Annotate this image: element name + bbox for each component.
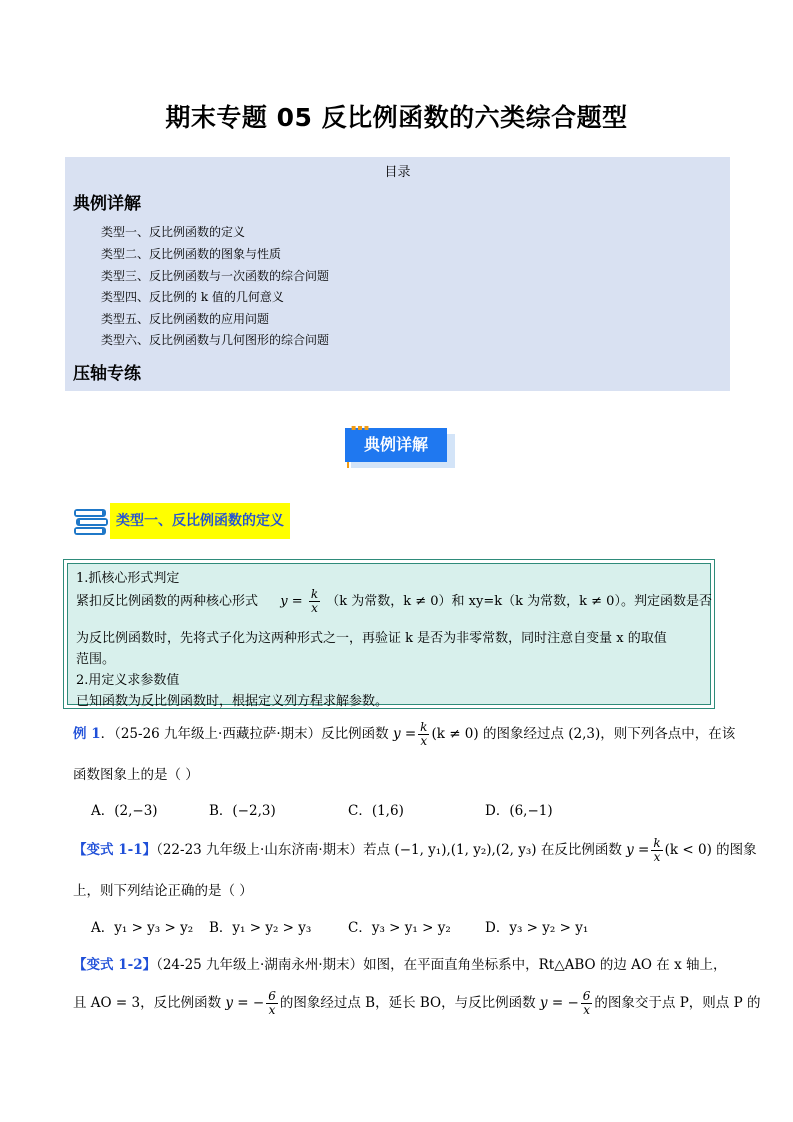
fraction-6-over-x: $\frac{6}{x}$ [268, 989, 276, 1017]
example-1-option-b[interactable]: B．(−2,3) [209, 803, 276, 819]
type1-heading: 类型一、反比例函数的定义 [110, 503, 290, 539]
toc-heading: 目录 [384, 165, 411, 180]
example-1-label: 例 1 [73, 726, 101, 742]
variant-1-2-label: 【变式 1-2】 [73, 957, 157, 973]
example-1-option-a[interactable]: A．(2,−3) [91, 803, 158, 819]
page-title: 期末专题 05 反比例函数的六类综合题型 [165, 103, 628, 132]
toc-item-type5[interactable]: 类型五、反比例函数的应用问题 [101, 312, 270, 326]
variant-1-1-stem-line2: 上，则下列结论正确的是（ ） [73, 883, 253, 899]
toc-section-final[interactable]: 压轴专练 [73, 364, 141, 384]
banner-tick-decoration [347, 462, 349, 468]
example-1-stem: 例 1．（25-26 九年级上·西藏拉萨·期末）反比例函数 y = $\frac{k}{x}$ (k ≠ 0) 的图象经过点 (2,3)，则下列各点中，在该 [73, 720, 736, 748]
variant-1-1-option-c[interactable]: C．y₃ > y₁ > y₂ [348, 920, 451, 936]
fraction-k-over-x: $\frac{k}{x}$ [420, 720, 428, 748]
variant-1-2-stem: 【变式 1-2】（24-25 九年级上·湖南永州·期末）如图，在平面直角坐标系中，Rt△ABO 的边 AO 在 x 轴上， [73, 957, 727, 973]
fn-y-equals: y = [626, 842, 650, 858]
example-1-option-d[interactable]: D．(6,−1) [485, 803, 553, 819]
books-icon [72, 503, 110, 539]
toc-section-examples[interactable]: 典例详解 [73, 194, 141, 214]
toc-item-type6[interactable]: 类型六、反比例函数与几何图形的综合问题 [101, 333, 330, 347]
toc-item-type2[interactable]: 类型二、反比例函数的图象与性质 [101, 247, 282, 261]
variant-1-1-label: 【变式 1-1】 [73, 842, 157, 858]
fn-y-equals-negative: y = − [539, 995, 579, 1011]
fraction-6-over-x: $\frac{6}{x}$ [582, 989, 591, 1017]
key-point-1-text-a: 紧扣反比例函数的两种核心形式 [76, 594, 259, 609]
fn-y-equals-negative: y = − [225, 995, 265, 1011]
variant-1-1-option-b[interactable]: B．y₁ > y₂ > y₃ [209, 920, 312, 936]
variant-1-1-option-d[interactable]: D．y₃ > y₂ > y₁ [485, 920, 589, 936]
key-points-box [63, 559, 715, 709]
fraction-k-over-x: $\frac{k}{x}$ [653, 836, 661, 864]
toc-item-type4[interactable]: 类型四、反比例的 k 值的几何意义 [101, 290, 284, 304]
key-point-1-title: 1.抓核心形式判定 [76, 571, 180, 586]
variant-1-1-stem: 【变式 1-1】（22-23 九年级上·山东济南·期末）若点 (−1, y₁),(1, y₂),(2, y₃) 在反比例函数 y = $\frac{k}{x}$ (k < 0) 的图象 [73, 836, 757, 864]
key-point-1-line3: 范围。 [76, 652, 116, 667]
fraction-k-over-x: $\frac{k}{x}$ [310, 587, 319, 615]
variant-1-2-stem-line2: 且 AO = 3，反比例函数 y = − $\frac{6}{x}$ 的图象经过点 B，延长 BO，与反比例函数 y = − $\frac{6}{x}$ 的图象交于点 P，则点 P 的 [73, 989, 761, 1017]
toc-item-type1[interactable]: 类型一、反比例函数的定义 [101, 225, 246, 239]
fn-y-equals: y = [392, 726, 417, 742]
banner-dots-decoration: ▪▪▪ [351, 423, 371, 432]
key-point-2-line1: 已知函数为反比例函数时，根据定义列方程求解参数。 [76, 694, 389, 709]
key-points-inner [67, 563, 712, 709]
key-point-2-title: 2.用定义求参数值 [76, 673, 180, 688]
example-1-stem-line2: 函数图象上的是（ ） [73, 767, 199, 783]
banner-label: 典例详解 [345, 428, 447, 462]
key-point-1-line2: 为反比例函数时，先将式子化为这两种形式之一，再验证 k 是否为非零常数，同时注意自变量 x 的取值 [76, 631, 667, 646]
variant-1-1-option-a[interactable]: A．y₁ > y₃ > y₂ [91, 920, 194, 936]
fn-y-equals: y = [280, 594, 303, 609]
example-1-option-c[interactable]: C．(1,6) [348, 803, 404, 819]
key-point-1-line1 [76, 588, 712, 615]
section-banner [345, 423, 455, 468]
key-point-1-text-b: （k 为常数，k ≠ 0）和 xy=k（k 为常数，k ≠ 0）。判定函数是否 [326, 594, 712, 609]
toc-item-type3[interactable]: 类型三、反比例函数与一次函数的综合问题 [101, 269, 330, 283]
table-of-contents [65, 157, 730, 391]
